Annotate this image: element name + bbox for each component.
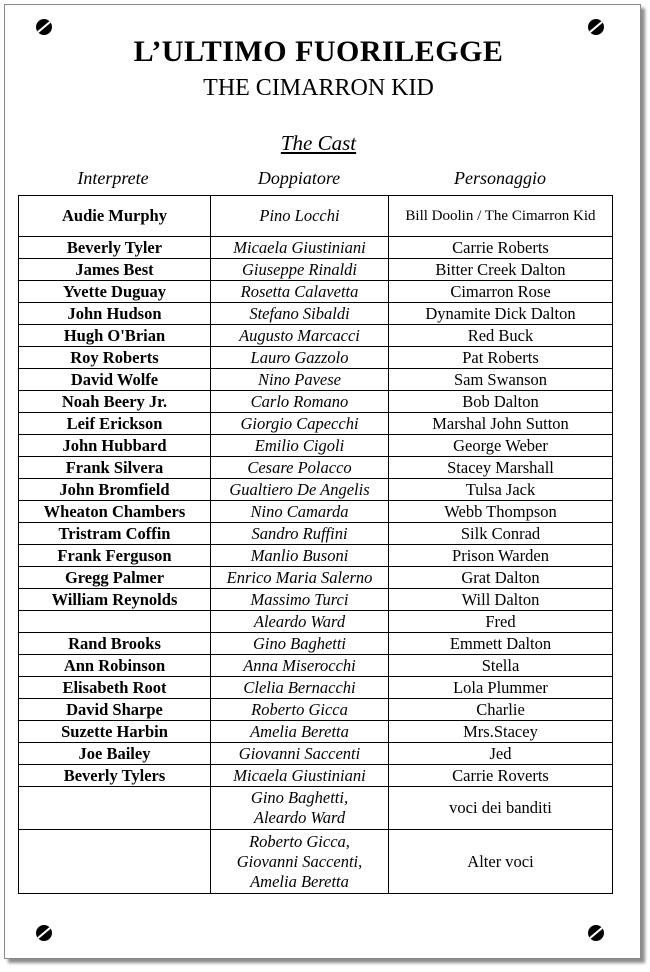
dubber-cell: Rosetta Calavetta	[211, 281, 389, 303]
table-row	[19, 369, 613, 391]
page-title: L’ULTIMO FUORILEGGE	[133, 35, 504, 68]
dubber-cell: Massimo Turci	[211, 589, 389, 611]
dubber-cell: Gino Baghetti	[211, 633, 389, 655]
table-row	[19, 655, 613, 677]
character-cell: Carrie Roverts	[389, 765, 613, 787]
screw-icon	[36, 19, 52, 35]
table-row	[19, 413, 613, 435]
dubber-cell: Giuseppe Rinaldi	[211, 259, 389, 281]
table-row	[19, 259, 613, 281]
character-cell: Stacey Marshall	[389, 457, 613, 479]
dubber-cell: Nino Pavese	[211, 369, 389, 391]
actor-cell	[19, 787, 211, 830]
table-row	[19, 787, 613, 830]
actor-cell: Gregg Palmer	[19, 567, 211, 589]
actor-cell: Hugh O'Brian	[19, 325, 211, 347]
actor-cell: Leif Erickson	[19, 413, 211, 435]
table-row	[19, 677, 613, 699]
table-row	[19, 303, 613, 325]
actor-cell: William Reynolds	[19, 589, 211, 611]
actor-cell: David Sharpe	[19, 699, 211, 721]
actor-cell: Beverly Tyler	[19, 237, 211, 259]
actor-cell: John Hudson	[19, 303, 211, 325]
actor-cell	[19, 830, 211, 894]
table-row	[19, 479, 613, 501]
actor-cell: Beverly Tylers	[19, 765, 211, 787]
dubber-cell: Gino Baghetti, Aleardo Ward	[211, 787, 389, 830]
dubber-cell: Lauro Gazzolo	[211, 347, 389, 369]
actor-cell: Rand Brooks	[19, 633, 211, 655]
dubber-cell: Carlo Romano	[211, 391, 389, 413]
table-row	[19, 699, 613, 721]
dubber-cell: Micaela Giustiniani	[211, 237, 389, 259]
character-cell: Jed	[389, 743, 613, 765]
dubber-cell: Augusto Marcacci	[211, 325, 389, 347]
character-cell: Webb Thompson	[389, 501, 613, 523]
table-row	[19, 611, 613, 633]
dubber-cell: Cesare Polacco	[211, 457, 389, 479]
character-cell: Bill Doolin / The Cimarron Kid	[389, 196, 613, 237]
table-row	[19, 721, 613, 743]
dubber-cell: Clelia Bernacchi	[211, 677, 389, 699]
column-header-actor: Interprete	[77, 168, 149, 188]
table-row	[19, 501, 613, 523]
dubber-cell: Giovanni Saccenti	[211, 743, 389, 765]
dubber-cell: Roberto Gicca, Giovanni Saccenti, Amelia Beretta	[211, 830, 389, 894]
dubber-cell: Aleardo Ward	[211, 611, 389, 633]
dubber-cell: Micaela Giustiniani	[211, 765, 389, 787]
dubber-cell: Gualtiero De Angelis	[211, 479, 389, 501]
actor-cell	[19, 611, 211, 633]
character-cell: Tulsa Jack	[389, 479, 613, 501]
actor-cell: James Best	[19, 259, 211, 281]
table-row	[19, 589, 613, 611]
dubber-cell: Nino Camarda	[211, 501, 389, 523]
character-cell: Lola Plummer	[389, 677, 613, 699]
table-row	[19, 391, 613, 413]
character-cell: Silk Conrad	[389, 523, 613, 545]
actor-cell: Roy Roberts	[19, 347, 211, 369]
dubber-cell: Anna Miserocchi	[211, 655, 389, 677]
table-row	[19, 237, 613, 259]
screw-icon	[588, 19, 604, 35]
column-header-dubber: Doppiatore	[257, 168, 341, 188]
actor-cell: Noah Beery Jr.	[19, 391, 211, 413]
actor-cell: Frank Silvera	[19, 457, 211, 479]
column-header-character: Personaggio	[454, 168, 546, 188]
actor-cell: John Hubbard	[19, 435, 211, 457]
character-cell: Carrie Roberts	[389, 237, 613, 259]
dubber-cell: Stefano Sibaldi	[211, 303, 389, 325]
table-row	[19, 633, 613, 655]
table-row	[19, 281, 613, 303]
actor-cell: David Wolfe	[19, 369, 211, 391]
character-cell: Fred	[389, 611, 613, 633]
table-row	[19, 523, 613, 545]
character-cell: Charlie	[389, 699, 613, 721]
character-cell: Sam Swanson	[389, 369, 613, 391]
dubber-cell: Roberto Gicca	[211, 699, 389, 721]
screw-icon	[36, 925, 52, 941]
character-cell: voci dei banditi	[389, 787, 613, 830]
character-cell: Bob Dalton	[389, 391, 613, 413]
character-cell: Dynamite Dick Dalton	[389, 303, 613, 325]
table-row	[19, 830, 613, 894]
dubber-cell: Sandro Ruffini	[211, 523, 389, 545]
table-row	[19, 196, 613, 237]
character-cell: Mrs.Stacey	[389, 721, 613, 743]
character-cell: George Weber	[389, 435, 613, 457]
actor-cell: John Bromfield	[19, 479, 211, 501]
actor-cell: Ann Robinson	[19, 655, 211, 677]
character-cell: Prison Warden	[389, 545, 613, 567]
character-cell: Marshal John Sutton	[389, 413, 613, 435]
character-cell: Bitter Creek Dalton	[389, 259, 613, 281]
actor-cell: Frank Ferguson	[19, 545, 211, 567]
character-cell: Red Buck	[389, 325, 613, 347]
table-row	[19, 325, 613, 347]
character-cell: Cimarron Rose	[389, 281, 613, 303]
dubber-cell: Pino Locchi	[211, 196, 389, 237]
table-row	[19, 435, 613, 457]
table-row	[19, 567, 613, 589]
actor-cell: Joe Bailey	[19, 743, 211, 765]
table-row	[19, 545, 613, 567]
character-cell: Alter voci	[389, 830, 613, 894]
character-cell: Emmett Dalton	[389, 633, 613, 655]
dubber-cell: Enrico Maria Salerno	[211, 567, 389, 589]
cast-table	[18, 195, 613, 894]
page-subtitle: THE CIMARRON KID	[203, 75, 434, 101]
actor-cell: Tristram Coffin	[19, 523, 211, 545]
character-cell: Will Dalton	[389, 589, 613, 611]
character-cell: Pat Roberts	[389, 347, 613, 369]
dubber-cell: Amelia Beretta	[211, 721, 389, 743]
dubber-cell: Giorgio Capecchi	[211, 413, 389, 435]
dubber-cell: Emilio Cigoli	[211, 435, 389, 457]
cast-heading: The Cast	[280, 131, 357, 155]
table-row	[19, 743, 613, 765]
table-row	[19, 765, 613, 787]
actor-cell: Wheaton Chambers	[19, 501, 211, 523]
dubber-cell: Manlio Busoni	[211, 545, 389, 567]
character-cell: Stella	[389, 655, 613, 677]
actor-cell: Audie Murphy	[19, 196, 211, 237]
actor-cell: Suzette Harbin	[19, 721, 211, 743]
actor-cell: Elisabeth Root	[19, 677, 211, 699]
character-cell: Grat Dalton	[389, 567, 613, 589]
screw-icon	[588, 925, 604, 941]
table-row	[19, 457, 613, 479]
actor-cell: Yvette Duguay	[19, 281, 211, 303]
table-row	[19, 347, 613, 369]
